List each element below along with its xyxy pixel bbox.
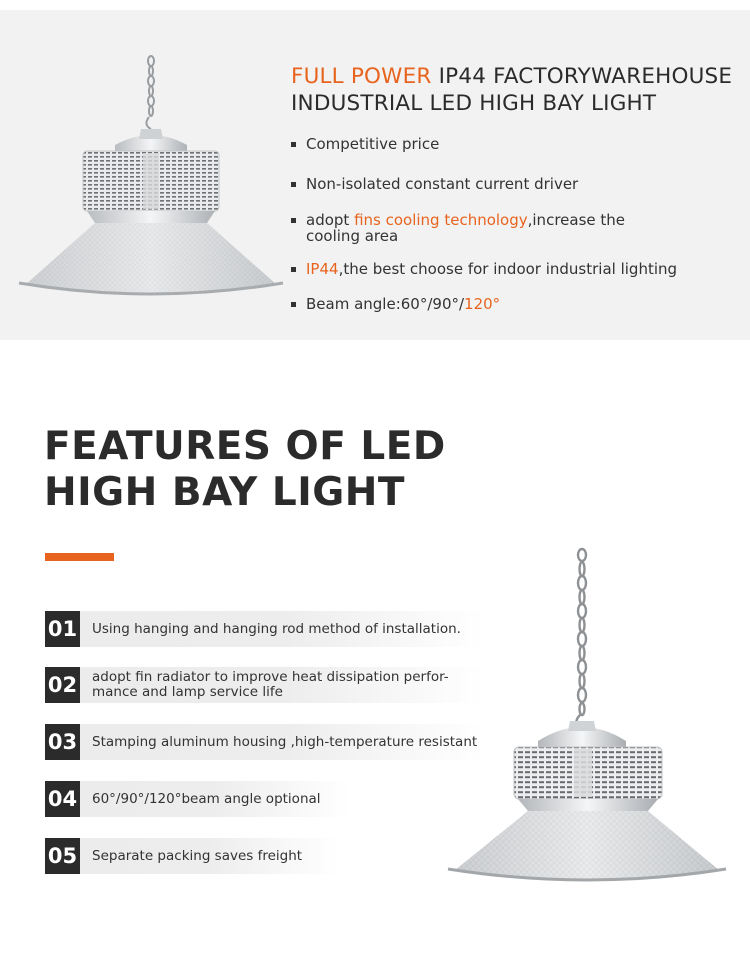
feature-text xyxy=(80,670,449,700)
bullet-item xyxy=(291,136,731,152)
product-banner xyxy=(0,10,750,340)
features-heading-line2: HIGH BAY LIGHT xyxy=(44,470,405,515)
features-heading xyxy=(44,424,446,516)
accent-divider xyxy=(45,553,114,561)
feature-text: 60°/90°/120°beam angle optional xyxy=(92,790,321,807)
bullet-text: cooling area xyxy=(306,227,399,245)
bullet-item xyxy=(291,296,731,312)
square-bullet-icon xyxy=(291,218,296,223)
features-heading-line1: FEATURES OF LED xyxy=(44,424,446,469)
feature-item-03 xyxy=(45,724,485,760)
bullet-accent-text: fins cooling technology xyxy=(354,211,528,229)
bullet-text: Competitive price xyxy=(306,135,440,153)
title-accent: FULL POWER xyxy=(291,64,432,89)
high-bay-lamp-product-image xyxy=(440,545,730,890)
bullet-text: Non-isolated constant current driver xyxy=(306,175,579,193)
bullet-text: ,the best choose for indoor industrial lighting xyxy=(338,260,678,278)
feature-item-02 xyxy=(45,667,485,703)
feature-text: Separate packing saves freight xyxy=(92,847,303,864)
bullet-accent-text: 120° xyxy=(464,295,501,313)
bullet-item xyxy=(291,176,731,192)
feature-number: 04 xyxy=(45,781,80,817)
feature-item-04 xyxy=(45,781,350,817)
bullet-accent-text: IP44 xyxy=(306,260,339,278)
high-bay-lamp-image xyxy=(15,55,287,300)
bullet-text: adopt xyxy=(306,211,355,229)
feature-text: Stamping aluminum housing ,high-temperature resistant xyxy=(92,733,478,750)
bullet-item xyxy=(291,212,731,244)
bullet-text: ,increase the xyxy=(527,211,626,229)
feature-number: 03 xyxy=(45,724,80,760)
title-line2: INDUSTRIAL LED HIGH BAY LIGHT xyxy=(291,91,657,116)
feature-number: 01 xyxy=(45,611,80,647)
square-bullet-icon xyxy=(291,267,296,272)
feature-number: 05 xyxy=(45,838,80,874)
feature-item-01 xyxy=(45,611,485,647)
bullet-item xyxy=(291,261,731,277)
title-line1: IP44 FACTORYWAREHOUSE xyxy=(431,64,733,89)
feature-text-line1: adopt fin radiator to improve heat dissipation perfor- xyxy=(92,669,449,685)
square-bullet-icon xyxy=(291,182,296,187)
feature-text: Using hanging and hanging rod method of installation. xyxy=(92,620,461,637)
feature-text-line2: mance and lamp service life xyxy=(92,684,283,700)
feature-number: 02 xyxy=(45,667,80,703)
square-bullet-icon xyxy=(291,142,296,147)
bullet-text: Beam angle:60°/90°/ xyxy=(306,295,465,313)
square-bullet-icon xyxy=(291,302,296,307)
product-title xyxy=(291,63,746,117)
feature-item-05 xyxy=(45,838,340,874)
